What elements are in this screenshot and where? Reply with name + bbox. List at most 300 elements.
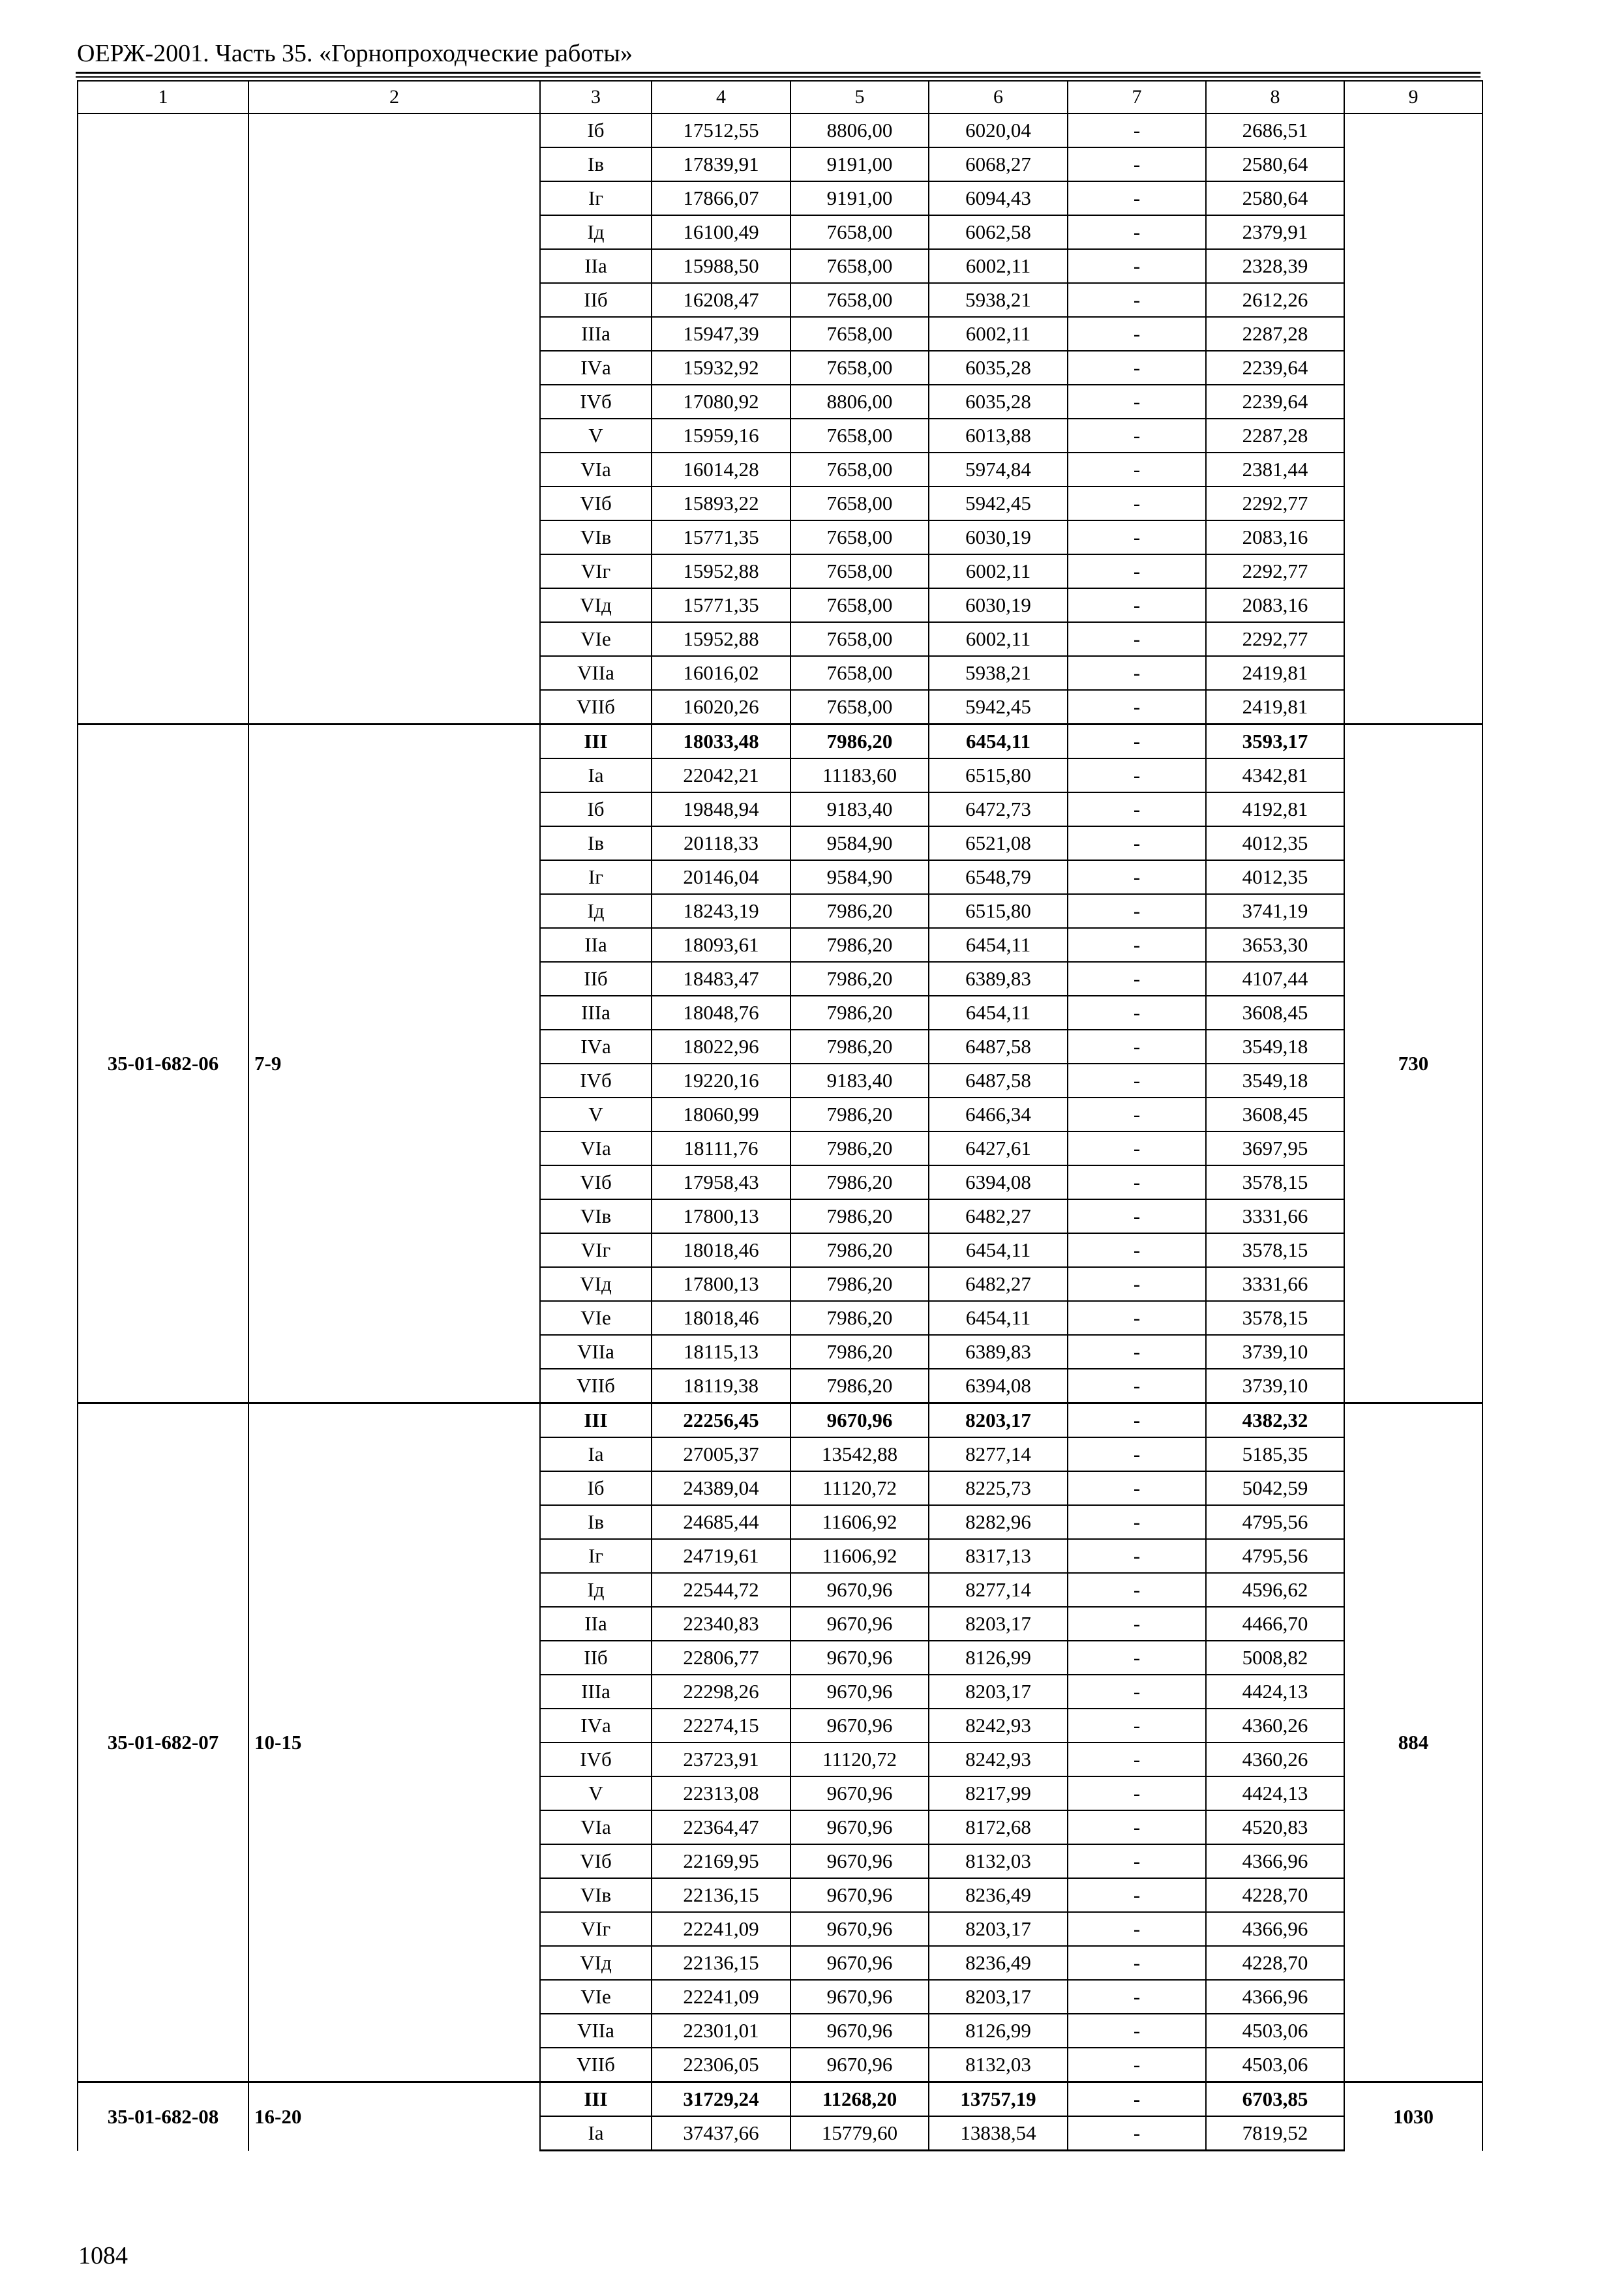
- wages-cell: 9670,96: [790, 1607, 929, 1641]
- category-cell: VIIа: [540, 656, 652, 690]
- materials-cost-cell: 2580,64: [1206, 147, 1344, 181]
- wages-cell: 9670,96: [790, 1573, 929, 1607]
- drivers-wages-cell: -: [1068, 792, 1206, 826]
- machines-cost-cell: 6002,11: [929, 622, 1068, 656]
- labor-cell: 884: [1344, 1403, 1482, 2082]
- wages-cell: 7986,20: [790, 928, 929, 962]
- machines-cost-cell: 6454,11: [929, 725, 1068, 759]
- drivers-wages-cell: -: [1068, 1369, 1206, 1403]
- materials-cost-cell: 2239,64: [1206, 385, 1344, 419]
- labor-cell: 730: [1344, 725, 1482, 1403]
- drivers-wages-cell: -: [1068, 1980, 1206, 2014]
- total-cost-cell: 22136,15: [652, 1946, 790, 1980]
- machines-cost-cell: 6548,79: [929, 860, 1068, 894]
- machines-cost-cell: 6002,11: [929, 317, 1068, 351]
- machines-cost-cell: 13838,54: [929, 2116, 1068, 2151]
- rate-range: 10-15: [248, 1403, 540, 2082]
- materials-cost-cell: 4366,96: [1206, 1912, 1344, 1946]
- category-cell: IIIа: [540, 317, 652, 351]
- wages-cell: 15779,60: [790, 2116, 929, 2151]
- category-cell: Iг: [540, 860, 652, 894]
- materials-cost-cell: 4466,70: [1206, 1607, 1344, 1641]
- materials-cost-cell: 3739,10: [1206, 1369, 1344, 1403]
- materials-cost-cell: 2612,26: [1206, 283, 1344, 317]
- materials-cost-cell: 4342,81: [1206, 758, 1344, 792]
- total-cost-cell: 16016,02: [652, 656, 790, 690]
- machines-cost-cell: 5974,84: [929, 453, 1068, 486]
- drivers-wages-cell: -: [1068, 283, 1206, 317]
- category-cell: VIа: [540, 453, 652, 486]
- machines-cost-cell: 8126,99: [929, 1641, 1068, 1675]
- total-cost-cell: 15959,16: [652, 419, 790, 453]
- materials-cost-cell: 4503,06: [1206, 2048, 1344, 2082]
- drivers-wages-cell: -: [1068, 385, 1206, 419]
- total-cost-cell: 18483,47: [652, 962, 790, 996]
- total-cost-cell: 17512,55: [652, 113, 790, 147]
- total-cost-cell: 22169,95: [652, 1844, 790, 1878]
- drivers-wages-cell: -: [1068, 147, 1206, 181]
- total-cost-cell: 27005,37: [652, 1437, 790, 1471]
- machines-cost-cell: 8317,13: [929, 1539, 1068, 1573]
- machines-cost-cell: 8203,17: [929, 1912, 1068, 1946]
- materials-cost-cell: 4360,26: [1206, 1743, 1344, 1776]
- total-cost-cell: 16208,47: [652, 283, 790, 317]
- drivers-wages-cell: -: [1068, 1403, 1206, 1438]
- total-cost-cell: 24685,44: [652, 1505, 790, 1539]
- wages-cell: 7986,20: [790, 1165, 929, 1199]
- wages-cell: 7658,00: [790, 656, 929, 690]
- wages-cell: 7658,00: [790, 622, 929, 656]
- rate-range: [248, 113, 540, 725]
- drivers-wages-cell: -: [1068, 2014, 1206, 2048]
- category-cell: Iд: [540, 1573, 652, 1607]
- wages-cell: 11606,92: [790, 1505, 929, 1539]
- wages-cell: 9670,96: [790, 1709, 929, 1743]
- wages-cell: 9183,40: [790, 792, 929, 826]
- total-cost-cell: 16014,28: [652, 453, 790, 486]
- total-cost-cell: 22241,09: [652, 1980, 790, 2014]
- materials-cost-cell: 3593,17: [1206, 725, 1344, 759]
- drivers-wages-cell: -: [1068, 351, 1206, 385]
- total-cost-cell: 18048,76: [652, 996, 790, 1030]
- column-number: 8: [1206, 81, 1344, 113]
- category-cell: IIб: [540, 283, 652, 317]
- drivers-wages-cell: -: [1068, 928, 1206, 962]
- rates-table: [77, 80, 1483, 2151]
- category-cell: VIг: [540, 554, 652, 588]
- materials-cost-cell: 4228,70: [1206, 1878, 1344, 1912]
- category-cell: VIе: [540, 1301, 652, 1335]
- drivers-wages-cell: -: [1068, 1233, 1206, 1267]
- machines-cost-cell: 8236,49: [929, 1878, 1068, 1912]
- total-cost-cell: 16020,26: [652, 690, 790, 725]
- machines-cost-cell: 8132,03: [929, 1844, 1068, 1878]
- machines-cost-cell: 8236,49: [929, 1946, 1068, 1980]
- category-cell: Iв: [540, 826, 652, 860]
- wages-cell: 7986,20: [790, 894, 929, 928]
- materials-cost-cell: 3549,18: [1206, 1064, 1344, 1098]
- materials-cost-cell: 2580,64: [1206, 181, 1344, 215]
- category-cell: VIа: [540, 1131, 652, 1165]
- total-cost-cell: 15952,88: [652, 554, 790, 588]
- category-cell: V: [540, 1098, 652, 1131]
- total-cost-cell: 19220,16: [652, 1064, 790, 1098]
- page-number: 1084: [78, 2242, 128, 2269]
- materials-cost-cell: 4012,35: [1206, 826, 1344, 860]
- total-cost-cell: 18018,46: [652, 1233, 790, 1267]
- wages-cell: 7986,20: [790, 1030, 929, 1064]
- materials-cost-cell: 2328,39: [1206, 249, 1344, 283]
- category-cell: Iг: [540, 1539, 652, 1573]
- category-cell: VIIа: [540, 1335, 652, 1369]
- machines-cost-cell: 6472,73: [929, 792, 1068, 826]
- wages-cell: 7986,20: [790, 1233, 929, 1267]
- category-cell: VIIб: [540, 1369, 652, 1403]
- wages-cell: 9191,00: [790, 181, 929, 215]
- category-cell: IIIа: [540, 996, 652, 1030]
- category-cell: VIв: [540, 1878, 652, 1912]
- category-cell: Iг: [540, 181, 652, 215]
- wages-cell: 11606,92: [790, 1539, 929, 1573]
- wages-cell: 7986,20: [790, 1301, 929, 1335]
- machines-cost-cell: 8172,68: [929, 1810, 1068, 1844]
- materials-cost-cell: 4795,56: [1206, 1539, 1344, 1573]
- drivers-wages-cell: -: [1068, 2048, 1206, 2082]
- materials-cost-cell: 4503,06: [1206, 2014, 1344, 2048]
- total-cost-cell: 18060,99: [652, 1098, 790, 1131]
- wages-cell: 7658,00: [790, 588, 929, 622]
- machines-cost-cell: 8242,93: [929, 1709, 1068, 1743]
- wages-cell: 9670,96: [790, 1776, 929, 1810]
- total-cost-cell: 17080,92: [652, 385, 790, 419]
- total-cost-cell: 22313,08: [652, 1776, 790, 1810]
- column-number: 1: [78, 81, 248, 113]
- total-cost-cell: 15771,35: [652, 588, 790, 622]
- category-cell: VIд: [540, 1267, 652, 1301]
- total-cost-cell: 22301,01: [652, 2014, 790, 2048]
- materials-cost-cell: 5008,82: [1206, 1641, 1344, 1675]
- wages-cell: 8806,00: [790, 113, 929, 147]
- machines-cost-cell: 6487,58: [929, 1064, 1068, 1098]
- rate-code: [78, 113, 248, 725]
- rate-range: 16-20: [248, 2082, 540, 2151]
- drivers-wages-cell: -: [1068, 1878, 1206, 1912]
- wages-cell: 7986,20: [790, 1267, 929, 1301]
- machines-cost-cell: 6002,11: [929, 249, 1068, 283]
- category-cell: IIб: [540, 1641, 652, 1675]
- materials-cost-cell: 3331,66: [1206, 1267, 1344, 1301]
- drivers-wages-cell: -: [1068, 690, 1206, 725]
- drivers-wages-cell: -: [1068, 1199, 1206, 1233]
- total-cost-cell: 17839,91: [652, 147, 790, 181]
- machines-cost-cell: 6035,28: [929, 351, 1068, 385]
- drivers-wages-cell: -: [1068, 1471, 1206, 1505]
- materials-cost-cell: 2239,64: [1206, 351, 1344, 385]
- total-cost-cell: 22306,05: [652, 2048, 790, 2082]
- materials-cost-cell: 2419,81: [1206, 690, 1344, 725]
- wages-cell: 7658,00: [790, 317, 929, 351]
- materials-cost-cell: 2287,28: [1206, 419, 1344, 453]
- rate-code: 35-01-682-08: [78, 2082, 248, 2151]
- category-cell: Iа: [540, 1437, 652, 1471]
- wages-cell: 7658,00: [790, 249, 929, 283]
- drivers-wages-cell: -: [1068, 588, 1206, 622]
- materials-cost-cell: 3578,15: [1206, 1165, 1344, 1199]
- drivers-wages-cell: -: [1068, 1131, 1206, 1165]
- column-number: 2: [248, 81, 540, 113]
- materials-cost-cell: 7819,52: [1206, 2116, 1344, 2151]
- column-number-row: [78, 81, 1482, 113]
- drivers-wages-cell: -: [1068, 1165, 1206, 1199]
- category-cell: VIб: [540, 1165, 652, 1199]
- drivers-wages-cell: -: [1068, 1912, 1206, 1946]
- drivers-wages-cell: -: [1068, 1844, 1206, 1878]
- drivers-wages-cell: -: [1068, 826, 1206, 860]
- materials-cost-cell: 5042,59: [1206, 1471, 1344, 1505]
- total-cost-cell: 18033,48: [652, 725, 790, 759]
- machines-cost-cell: 8203,17: [929, 1980, 1068, 2014]
- category-cell: IVб: [540, 1743, 652, 1776]
- materials-cost-cell: 2379,91: [1206, 215, 1344, 249]
- drivers-wages-cell: -: [1068, 1641, 1206, 1675]
- materials-cost-cell: 4012,35: [1206, 860, 1344, 894]
- table-row: [78, 113, 1482, 147]
- materials-cost-cell: 3549,18: [1206, 1030, 1344, 1064]
- category-cell: VIв: [540, 520, 652, 554]
- drivers-wages-cell: -: [1068, 453, 1206, 486]
- total-cost-cell: 18093,61: [652, 928, 790, 962]
- total-cost-cell: 37437,66: [652, 2116, 790, 2151]
- machines-cost-cell: 6487,58: [929, 1030, 1068, 1064]
- table-row-base: [78, 725, 1482, 759]
- materials-cost-cell: 2686,51: [1206, 113, 1344, 147]
- drivers-wages-cell: -: [1068, 1776, 1206, 1810]
- category-cell: VIг: [540, 1233, 652, 1267]
- drivers-wages-cell: -: [1068, 486, 1206, 520]
- total-cost-cell: 20118,33: [652, 826, 790, 860]
- drivers-wages-cell: -: [1068, 656, 1206, 690]
- total-cost-cell: 20146,04: [652, 860, 790, 894]
- total-cost-cell: 22364,47: [652, 1810, 790, 1844]
- wages-cell: 9670,96: [790, 1403, 929, 1438]
- rate-code: 35-01-682-06: [78, 725, 248, 1403]
- category-cell: VIд: [540, 1946, 652, 1980]
- materials-cost-cell: 2292,77: [1206, 622, 1344, 656]
- wages-cell: 9670,96: [790, 1675, 929, 1709]
- category-cell: VIд: [540, 588, 652, 622]
- machines-cost-cell: 8203,17: [929, 1675, 1068, 1709]
- category-cell: VIб: [540, 486, 652, 520]
- machines-cost-cell: 6389,83: [929, 1335, 1068, 1369]
- drivers-wages-cell: -: [1068, 996, 1206, 1030]
- total-cost-cell: 15893,22: [652, 486, 790, 520]
- wages-cell: 9584,90: [790, 860, 929, 894]
- total-cost-cell: 24719,61: [652, 1539, 790, 1573]
- drivers-wages-cell: -: [1068, 962, 1206, 996]
- category-cell: IIа: [540, 249, 652, 283]
- total-cost-cell: 18115,13: [652, 1335, 790, 1369]
- machines-cost-cell: 6515,80: [929, 758, 1068, 792]
- category-cell: IVб: [540, 1064, 652, 1098]
- materials-cost-cell: 4192,81: [1206, 792, 1344, 826]
- machines-cost-cell: 8242,93: [929, 1743, 1068, 1776]
- total-cost-cell: 15947,39: [652, 317, 790, 351]
- category-cell: Iд: [540, 215, 652, 249]
- machines-cost-cell: 5942,45: [929, 690, 1068, 725]
- total-cost-cell: 18119,38: [652, 1369, 790, 1403]
- drivers-wages-cell: -: [1068, 1743, 1206, 1776]
- total-cost-cell: 22241,09: [652, 1912, 790, 1946]
- category-cell: IVа: [540, 1030, 652, 1064]
- total-cost-cell: 22544,72: [652, 1573, 790, 1607]
- table-row-base: [78, 1403, 1482, 1438]
- machines-cost-cell: 6062,58: [929, 215, 1068, 249]
- wages-cell: 11120,72: [790, 1471, 929, 1505]
- table-body: [78, 81, 1482, 2151]
- total-cost-cell: 22274,15: [652, 1709, 790, 1743]
- total-cost-cell: 22806,77: [652, 1641, 790, 1675]
- drivers-wages-cell: -: [1068, 215, 1206, 249]
- wages-cell: 9670,96: [790, 2048, 929, 2082]
- wages-cell: 7658,00: [790, 283, 929, 317]
- category-cell: VIIб: [540, 690, 652, 725]
- category-cell: Iв: [540, 147, 652, 181]
- table-row-base: [78, 2082, 1482, 2117]
- drivers-wages-cell: -: [1068, 249, 1206, 283]
- materials-cost-cell: 6703,85: [1206, 2082, 1344, 2117]
- machines-cost-cell: 6394,08: [929, 1369, 1068, 1403]
- machines-cost-cell: 6466,34: [929, 1098, 1068, 1131]
- total-cost-cell: 22340,83: [652, 1607, 790, 1641]
- wages-cell: 7658,00: [790, 486, 929, 520]
- wages-cell: 13542,88: [790, 1437, 929, 1471]
- column-number: 7: [1068, 81, 1206, 113]
- total-cost-cell: 19848,94: [652, 792, 790, 826]
- total-cost-cell: 15771,35: [652, 520, 790, 554]
- category-cell: V: [540, 419, 652, 453]
- wages-cell: 9670,96: [790, 1980, 929, 2014]
- wages-cell: 7658,00: [790, 215, 929, 249]
- drivers-wages-cell: -: [1068, 113, 1206, 147]
- column-number: 4: [652, 81, 790, 113]
- labor-cell: [1344, 113, 1482, 725]
- drivers-wages-cell: -: [1068, 725, 1206, 759]
- materials-cost-cell: 3608,45: [1206, 1098, 1344, 1131]
- wages-cell: 7986,20: [790, 1098, 929, 1131]
- wages-cell: 7658,00: [790, 520, 929, 554]
- total-cost-cell: 15952,88: [652, 622, 790, 656]
- drivers-wages-cell: -: [1068, 1301, 1206, 1335]
- category-cell: VIе: [540, 622, 652, 656]
- total-cost-cell: 17800,13: [652, 1199, 790, 1233]
- total-cost-cell: 31729,24: [652, 2082, 790, 2117]
- drivers-wages-cell: -: [1068, 520, 1206, 554]
- drivers-wages-cell: -: [1068, 1946, 1206, 1980]
- category-cell: IIа: [540, 928, 652, 962]
- category-cell: VIе: [540, 1980, 652, 2014]
- machines-cost-cell: 8282,96: [929, 1505, 1068, 1539]
- drivers-wages-cell: -: [1068, 419, 1206, 453]
- materials-cost-cell: 4424,13: [1206, 1776, 1344, 1810]
- total-cost-cell: 22136,15: [652, 1878, 790, 1912]
- wages-cell: 8806,00: [790, 385, 929, 419]
- materials-cost-cell: 3697,95: [1206, 1131, 1344, 1165]
- materials-cost-cell: 3739,10: [1206, 1335, 1344, 1369]
- materials-cost-cell: 4795,56: [1206, 1505, 1344, 1539]
- materials-cost-cell: 4107,44: [1206, 962, 1344, 996]
- total-cost-cell: 15932,92: [652, 351, 790, 385]
- materials-cost-cell: 4596,62: [1206, 1573, 1344, 1607]
- machines-cost-cell: 6454,11: [929, 1301, 1068, 1335]
- category-cell: VIIб: [540, 2048, 652, 2082]
- machines-cost-cell: 6521,08: [929, 826, 1068, 860]
- wages-cell: 7658,00: [790, 554, 929, 588]
- wages-cell: 7986,20: [790, 962, 929, 996]
- category-cell: Iа: [540, 758, 652, 792]
- drivers-wages-cell: -: [1068, 1573, 1206, 1607]
- drivers-wages-cell: -: [1068, 758, 1206, 792]
- materials-cost-cell: 2287,28: [1206, 317, 1344, 351]
- drivers-wages-cell: -: [1068, 1064, 1206, 1098]
- drivers-wages-cell: -: [1068, 2082, 1206, 2117]
- materials-cost-cell: 2292,77: [1206, 486, 1344, 520]
- machines-cost-cell: 6094,43: [929, 181, 1068, 215]
- materials-cost-cell: 2419,81: [1206, 656, 1344, 690]
- machines-cost-cell: 8203,17: [929, 1607, 1068, 1641]
- materials-cost-cell: 3741,19: [1206, 894, 1344, 928]
- total-cost-cell: 22298,26: [652, 1675, 790, 1709]
- wages-cell: 7658,00: [790, 351, 929, 385]
- drivers-wages-cell: -: [1068, 860, 1206, 894]
- drivers-wages-cell: -: [1068, 1607, 1206, 1641]
- machines-cost-cell: 5938,21: [929, 283, 1068, 317]
- total-cost-cell: 18243,19: [652, 894, 790, 928]
- category-cell: IVа: [540, 1709, 652, 1743]
- drivers-wages-cell: -: [1068, 1709, 1206, 1743]
- category-cell: III: [540, 1403, 652, 1438]
- machines-cost-cell: 5942,45: [929, 486, 1068, 520]
- machines-cost-cell: 6454,11: [929, 996, 1068, 1030]
- wages-cell: 7658,00: [790, 419, 929, 453]
- machines-cost-cell: 13757,19: [929, 2082, 1068, 2117]
- machines-cost-cell: 6389,83: [929, 962, 1068, 996]
- drivers-wages-cell: -: [1068, 894, 1206, 928]
- category-cell: IIIа: [540, 1675, 652, 1709]
- total-cost-cell: 18111,76: [652, 1131, 790, 1165]
- category-cell: VIIа: [540, 2014, 652, 2048]
- category-cell: III: [540, 725, 652, 759]
- column-number: 9: [1344, 81, 1482, 113]
- drivers-wages-cell: -: [1068, 1098, 1206, 1131]
- wages-cell: 11268,20: [790, 2082, 929, 2117]
- drivers-wages-cell: -: [1068, 1539, 1206, 1573]
- drivers-wages-cell: -: [1068, 1437, 1206, 1471]
- materials-cost-cell: 4360,26: [1206, 1709, 1344, 1743]
- column-number: 6: [929, 81, 1068, 113]
- category-cell: Iб: [540, 1471, 652, 1505]
- materials-cost-cell: 4382,32: [1206, 1403, 1344, 1438]
- category-cell: III: [540, 2082, 652, 2117]
- drivers-wages-cell: -: [1068, 1030, 1206, 1064]
- machines-cost-cell: 6515,80: [929, 894, 1068, 928]
- machines-cost-cell: 6394,08: [929, 1165, 1068, 1199]
- drivers-wages-cell: -: [1068, 1810, 1206, 1844]
- wages-cell: 7986,20: [790, 1369, 929, 1403]
- wages-cell: 7986,20: [790, 1335, 929, 1369]
- header-rule: [76, 72, 1481, 74]
- wages-cell: 7986,20: [790, 996, 929, 1030]
- category-cell: IIа: [540, 1607, 652, 1641]
